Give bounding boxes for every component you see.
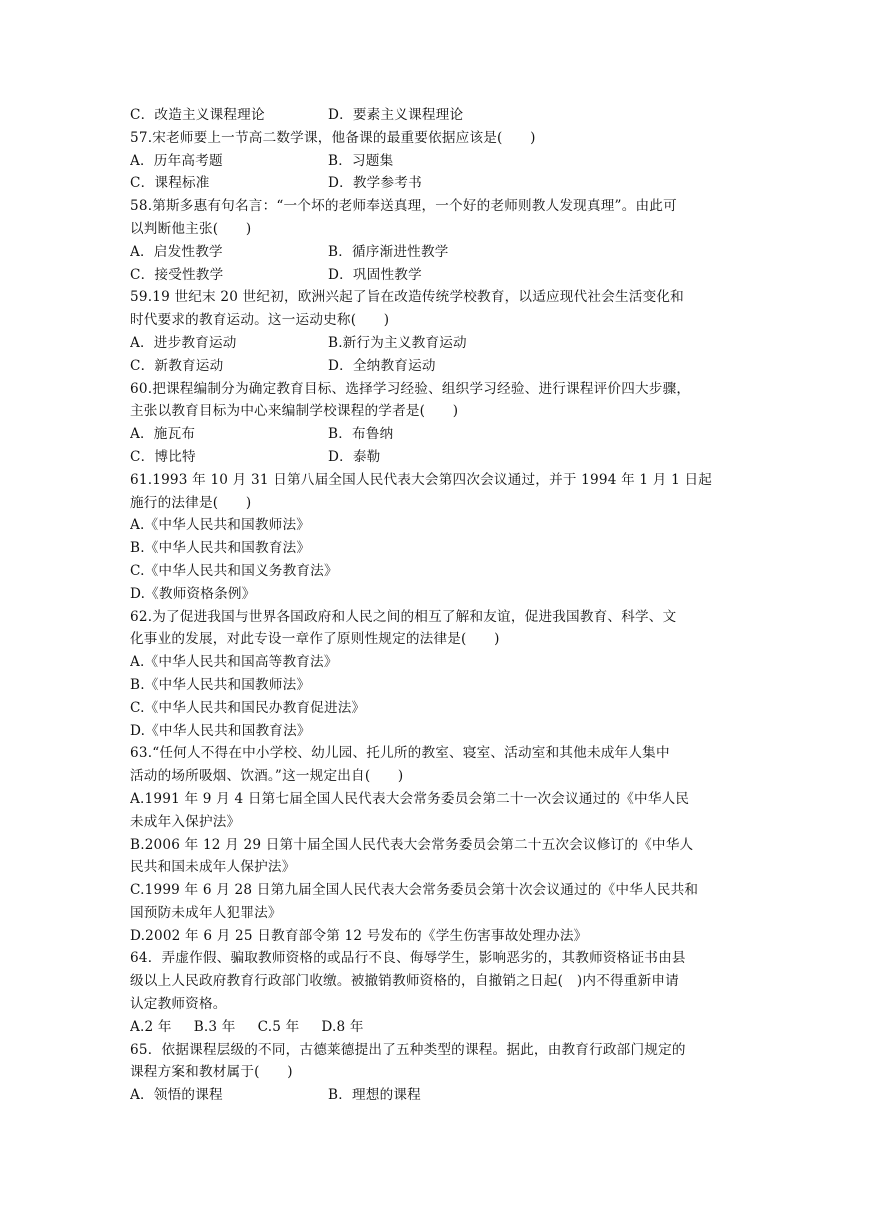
question-60-cont: 主张以教育目标为中心来编制学校课程的学者是( ) <box>130 403 459 420</box>
option-a: A．历年高考题 <box>130 152 223 169</box>
option-c-cont: 国预防未成年人犯罪法》 <box>130 904 282 921</box>
option-b-cont: 民共和国未成年人保护法》 <box>130 859 296 876</box>
option-d: D．巩固性教学 <box>328 266 422 283</box>
exam-page <box>130 104 742 1107</box>
option-b: B．理想的课程 <box>328 1087 421 1104</box>
option-row <box>130 104 742 127</box>
option-row <box>130 150 742 173</box>
question-63: 63.“任何人不得在中小学校、幼儿园、托儿所的教室、寝室、活动室和其他未成年人集中 <box>130 745 670 762</box>
question-64-cont: 级以上人民政府教育行政部门收缴。被撤销教师资格的，自撤销之日起( )内不得重新申请 <box>130 973 679 990</box>
question-57: 57.宋老师要上一节高二数学课，他备课的最重要依据应该是( ) <box>130 129 536 146</box>
option-b: B.《中华人民共和国教育法》 <box>130 540 311 557</box>
option-b: B.《中华人民共和国教师法》 <box>130 676 311 693</box>
option-row <box>130 1016 742 1039</box>
option-d: D．泰勒 <box>328 448 381 465</box>
option-b: B．习题集 <box>328 152 394 169</box>
option-d: D.《中华人民共和国教育法》 <box>130 722 311 739</box>
question-65-cont: 课程方案和教材属于( ) <box>130 1064 293 1081</box>
option-a-cont: 未成年入保护法》 <box>130 813 241 830</box>
question-60: 60.把课程编制分为确定教育目标、选择学习经验、组织学习经验、进行课程评价四大步骤， <box>130 380 691 397</box>
option-d: D．全纳教育运动 <box>328 357 436 374</box>
question-65: 65．依据课程层级的不同，古德莱德提出了五种类型的课程。据此，由教育行政部门规定的 <box>130 1041 686 1058</box>
question-59: 59.19 世纪末 20 世纪初，欧洲兴起了旨在改造传统学校教育，以适应现代社会生活变化和 <box>130 289 684 306</box>
option-c: C．改造主义课程理论 <box>130 107 265 123</box>
question-61-cont: 施行的法律是( ) <box>130 494 252 511</box>
question-59-cont: 时代要求的教育运动。这一运动史称( ) <box>130 312 390 329</box>
option-c: C．博比特 <box>130 448 196 465</box>
question-64: 64．弄虚作假、骗取教师资格的或品行不良、侮辱学生，影响恶劣的，其教师资格证书由县 <box>130 950 686 967</box>
option-b: B.3 年 <box>193 1018 236 1035</box>
option-d: D.《教师资格条例》 <box>130 585 256 602</box>
option-b: B．布鲁纳 <box>328 426 394 443</box>
option-c: C．新教育运动 <box>130 357 224 374</box>
option-a: A.2 年 <box>130 1018 172 1035</box>
option-row <box>130 241 742 264</box>
option-row <box>130 1084 742 1107</box>
option-d: D.2002 年 6 月 25 日教育部令第 12 号发布的《学生伤害事故处理办法》 <box>130 927 588 944</box>
question-62: 62.为了促进我国与世界各国政府和人民之间的相互了解和友谊，促进我国教育、科学、文 <box>130 608 677 625</box>
option-row <box>130 332 742 355</box>
option-a: A．领悟的课程 <box>130 1087 223 1104</box>
option-c: C．课程标准 <box>130 175 210 192</box>
option-row <box>130 423 742 446</box>
option-a: A．进步教育运动 <box>130 334 237 351</box>
option-b: B．循序渐进性教学 <box>328 243 449 260</box>
question-61: 61.1993 年 10 月 31 日第八届全国人民代表大会第四次会议通过，并于 1994 年 1 月 1 日起 <box>130 471 713 488</box>
option-d: D.8 年 <box>321 1018 364 1035</box>
option-c: C.《中华人民共和国义务教育法》 <box>130 562 338 579</box>
option-b: B.2006 年 12 月 29 日第十届全国人民代表大会常务委员会第二十五次会议修订的《中华人 <box>130 836 694 853</box>
option-c: C.《中华人民共和国民办教育促进法》 <box>130 699 366 716</box>
option-row <box>130 446 742 469</box>
option-a: A.《中华人民共和国教师法》 <box>130 517 311 534</box>
option-a: A．启发性教学 <box>130 243 223 260</box>
option-d: D．教学参考书 <box>328 175 422 192</box>
question-58: 58.第斯多惠有句名言：“一个坏的老师奉送真理，一个好的老师则教人发现真理”。由此可 <box>130 198 677 215</box>
option-d: D．要素主义课程理论 <box>328 107 464 123</box>
option-a: A.1991 年 9 月 4 日第七届全国人民代表大会常务委员会第二十一次会议通过的《中华人民 <box>130 790 690 807</box>
option-c: C.5 年 <box>257 1018 300 1035</box>
question-58-cont: 以判断他主张( ) <box>130 220 252 237</box>
question-64-cont: 认定教师资格。 <box>130 996 227 1013</box>
option-row <box>130 172 742 195</box>
option-row <box>130 355 742 378</box>
question-63-cont: 活动的场所吸烟、饮酒。”这一规定出自( ) <box>130 768 404 785</box>
question-62-cont: 化事业的发展，对此专设一章作了原则性规定的法律是( ) <box>130 631 500 648</box>
option-c: C．接受性教学 <box>130 266 224 283</box>
option-row <box>130 264 742 287</box>
option-c: C.1999 年 6 月 28 日第九届全国人民代表大会常务委员会第十次会议通过的《中华人民共和 <box>130 882 699 899</box>
option-b: B.新行为主义教育运动 <box>328 334 467 351</box>
option-a: A.《中华人民共和国高等教育法》 <box>130 654 338 671</box>
option-a: A．施瓦布 <box>130 426 196 443</box>
